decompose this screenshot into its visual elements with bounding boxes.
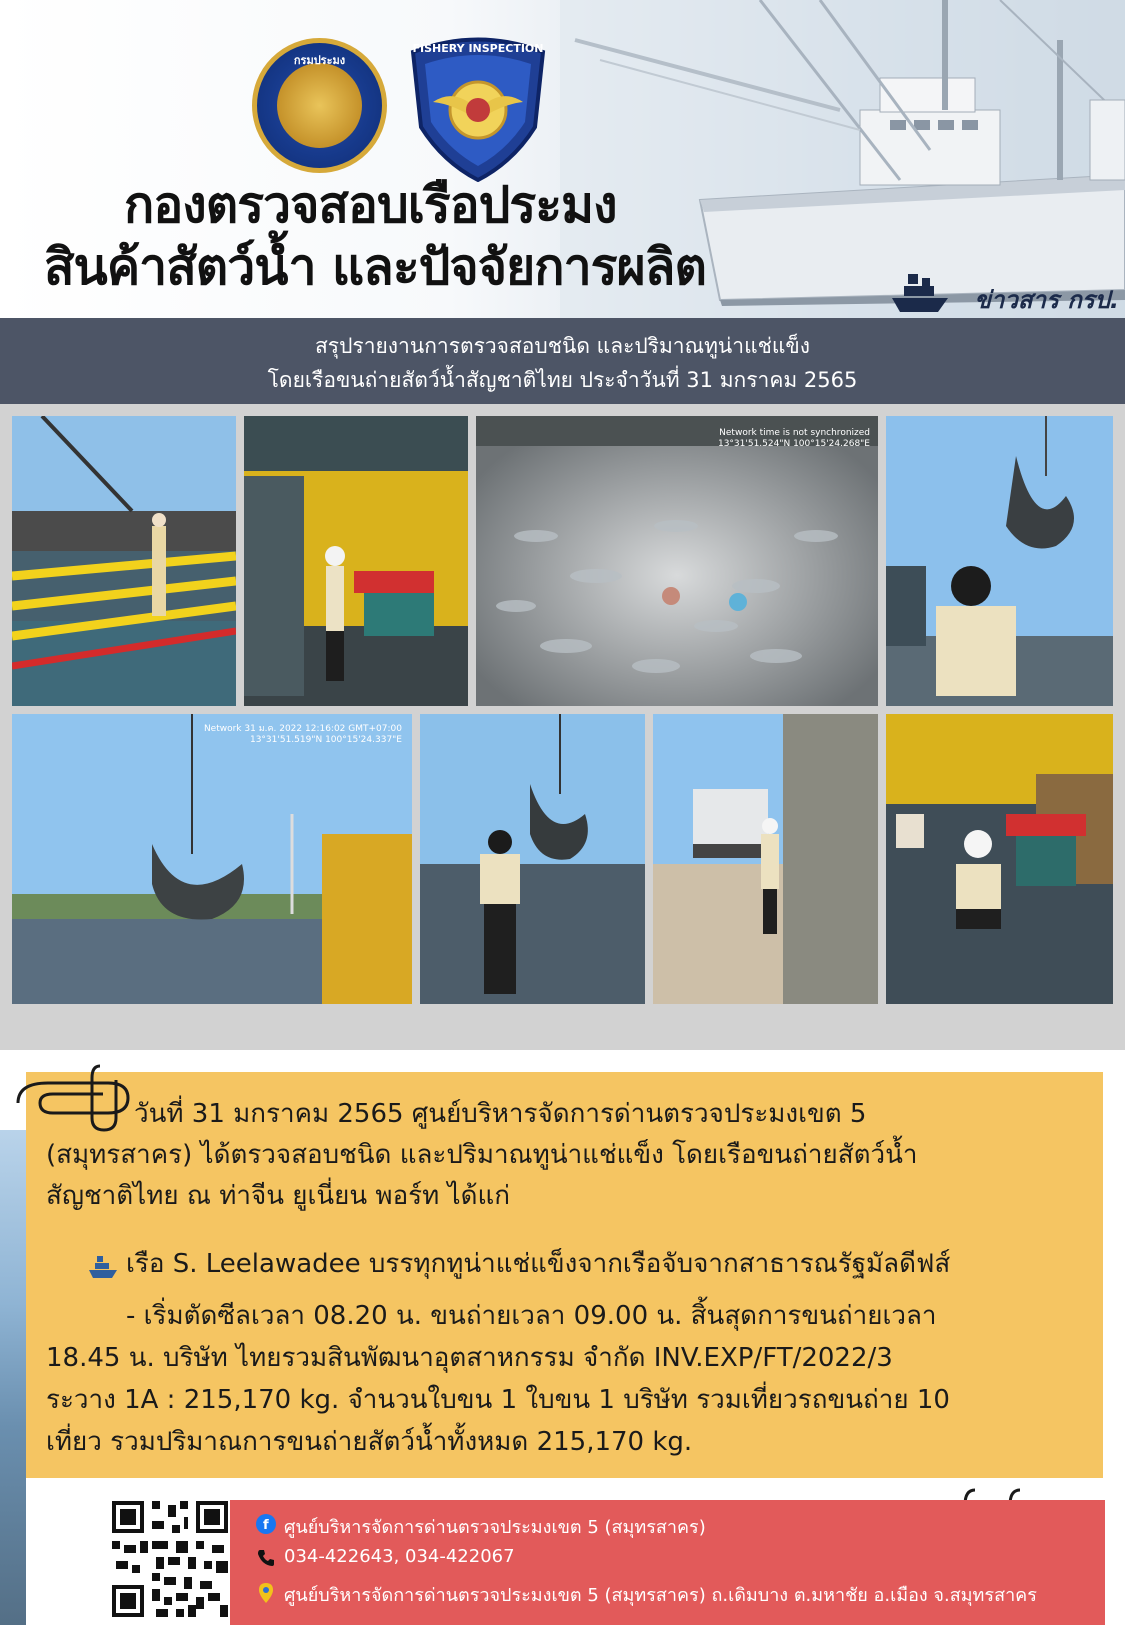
report-text-box <box>26 1072 1103 1478</box>
logo-ring-text: FISHERY INSPECTION <box>412 42 544 55</box>
qr-code[interactable] <box>108 1497 232 1621</box>
contact-footer: f ศูนย์บริหารจัดการด่านตรวจประมงเขต 5 (สมุทรสาคร) 034-422643, 034-422067 ศูนย์บริหารจัดการด่านตรวจประมงเขต 5 (สมุทรสาคร) ถ.เดิมบาง ต.มหาชัย อ.เมือง จ.สมุทรสาคร <box>230 1500 1105 1625</box>
gps-overlay-text: Network time is not synchronized 13°31'51.524"N 100°15'24.268"E <box>717 428 870 449</box>
photo-truck-loading <box>653 714 878 1004</box>
detail-line4: เที่ยว รวมปริมาณการขนถ่ายสัตว์น้ำทั้งหมด 215,170 kg. <box>46 1427 693 1457</box>
subtitle-line2: โดยเรือขนถ่ายสัตว์น้ำสัญชาติไทย ประจำวันที่ 31 มกราคม 2565 <box>267 368 858 392</box>
ship-icon <box>88 1254 118 1280</box>
photo-inspector-at-red-box <box>886 714 1113 1004</box>
detail-line1: - เริ่มตัดซีลเวลา 08.20 น. ขนถ่ายเวลา 09.00 น. สิ้นสุดการขนถ่ายเวลา <box>126 1301 937 1331</box>
ship-icon <box>890 270 950 318</box>
subtitle-line1: สรุปรายงานการตรวจสอบชนิด และปริมาณทูน่าแช่แข็ง <box>314 334 811 358</box>
phone-icon <box>256 1548 276 1568</box>
header-banner <box>0 0 1125 318</box>
report-para1-line3: สัญชาติไทย ณ ท่าจีน ยูเนี่ยน พอร์ท ได้แก่ <box>46 1181 511 1211</box>
report-para1-line1: วันที่ 31 มกราคม 2565 ศูนย์บริหารจัดการด่านตรวจประมงเขต 5 <box>134 1099 867 1129</box>
photo-tuna-cargo-hold <box>476 416 878 706</box>
detail-line3: ระวาง 1A : 215,170 kg. จำนวนใบขน 1 ใบขน 1 บริษัท รวมเที่ยวรถขนถ่าย 10 <box>46 1385 950 1415</box>
photo-net-load-over-dock <box>12 714 412 1004</box>
paperclip-icon <box>8 1058 138 1138</box>
photo-grid <box>0 404 1125 1050</box>
page-title-line1: กองตรวจสอบเรือประมง <box>124 176 617 234</box>
fishery-inspection-logo <box>403 32 553 182</box>
harbor-photo-strip <box>0 1130 26 1625</box>
vessel-line: เรือ S. Leelawadee บรรทุกทูน่าแช่แข็งจากเรือจับจากสาธารณรัฐมัลดีฟส์ <box>126 1249 951 1279</box>
photo-inspector-sealing-box <box>244 416 468 706</box>
photo-inspector-on-deck <box>420 714 645 1004</box>
department-of-fisheries-logo: กรมประมง <box>252 38 387 173</box>
photo-inspector-photographing-net <box>886 416 1113 706</box>
photo-ship-deck-railing <box>12 416 236 706</box>
news-badge: ข่าวสาร กรป. <box>890 270 1125 318</box>
gps-overlay-text: Network 31 ม.ค. 2022 12:16:02 GMT+07:00 13°31'51.519"N 100°15'24.337"E <box>203 724 402 745</box>
location-pin-icon <box>256 1582 276 1602</box>
page-title-line2: สินค้าสัตว์น้ำ และปัจจัยการผลิต <box>44 238 706 296</box>
detail-line2: 18.45 น. บริษัท ไทยรวมสินพัฒนาอุตสาหกรรม จำกัด INV.EXP/FT/2022/3 <box>46 1343 893 1373</box>
svg-text:f: f <box>263 1518 269 1533</box>
facebook-icon <box>256 1514 276 1534</box>
report-para1-line2: (สมุทรสาคร) ได้ตรวจสอบชนิด และปริมาณทูน่าแช่แข็ง โดยเรือขนถ่ายสัตว์น้ำ <box>46 1140 918 1170</box>
report-subtitle-bar <box>0 318 1125 404</box>
